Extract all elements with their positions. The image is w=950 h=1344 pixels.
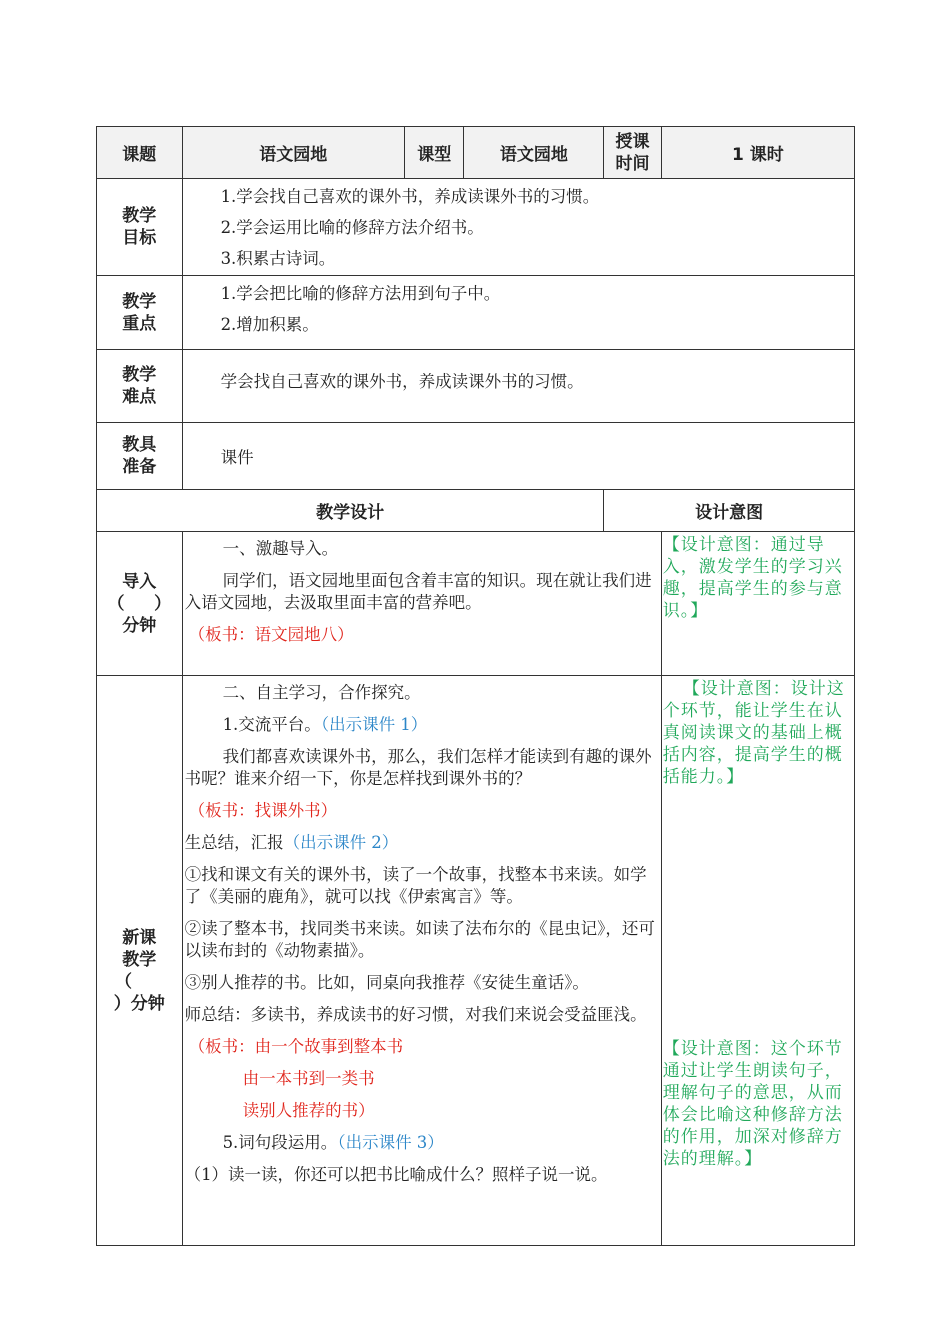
method-item-1: ①找和课文有关的课外书，读了一个故事，找整本书来读。如学了《美丽的鹿角》，就可以找《伊索寓言》等。 (184, 865, 647, 906)
lesson-plan-table (96, 126, 855, 1246)
time-label: 授课时间 (604, 127, 661, 179)
intro-paragraph: 同学们，语文园地里面包含着丰富的知识。现在就让我们进入语文园地，去汲取里面丰富的营养吧。 (184, 571, 652, 612)
summary-ppt: （出示课件 2） (283, 833, 399, 852)
new-lesson-label-line: 教学 (122, 949, 157, 970)
board-note-2-line-1: （板书：由一个故事到整本书 (188, 1037, 404, 1056)
new-lesson-content (182, 676, 661, 1246)
teacher-summary: 师总结：多读书，养成读书的好习惯，对我们来说会受益匪浅。 (184, 1005, 647, 1024)
new-lesson-intent-cell (661, 676, 854, 1246)
difficulty-row (97, 350, 855, 423)
tools-text: 课件 (182, 423, 854, 490)
topic-label: 课题 (97, 127, 183, 179)
step-1-paragraph: 我们都喜欢读课外书，那么，我们怎样才能读到有趣的课外书呢？谁来介绍一下，你是怎样找到课外书的？ (184, 747, 652, 788)
intro-intent: 【设计意图：通过导入，激发学生的学习兴趣，提高学生的参与意识。】 (661, 532, 854, 676)
design-header-right: 设计意图 (604, 490, 855, 532)
method-item-3: ③别人推荐的书。比如，同桌向我推荐《安徒生童话》。 (184, 973, 589, 992)
intro-content (182, 532, 661, 676)
key-points-row (97, 276, 855, 350)
topic-value: 语文园地 (182, 127, 404, 179)
type-value: 语文园地 (464, 127, 604, 179)
new-lesson-label (97, 676, 183, 1246)
key-point-item: 2.增加积累。 (220, 315, 319, 334)
summary-line (185, 832, 659, 854)
step-5-text: 5.词句段运用。 (222, 1133, 338, 1152)
intent-1: 【设计意图：设计这个环节，能让学生在认真阅读课文的基础上概括内容，提高学生的概括能力。】 (662, 679, 845, 787)
design-header-row (97, 490, 855, 532)
intro-label-line: （ ） (107, 593, 172, 614)
intro-board-note: （板书：语文园地八） (188, 625, 354, 644)
step-5-ppt: （出示课件 3） (337, 1133, 444, 1152)
goals-label: 教学目标 (97, 179, 183, 276)
intro-label-line: 导入 (122, 571, 157, 592)
step-1-text: 1.交流平台。 (222, 715, 321, 734)
board-note-2-line-3: 读别人推荐的书） (242, 1101, 375, 1120)
goal-item: 1.学会找自己喜欢的课外书，养成读课外书的习惯。 (220, 187, 600, 206)
step-5 (185, 1132, 659, 1154)
board-note-1: （板书：找课外书） (188, 801, 338, 820)
intro-label-line: 分钟 (122, 615, 157, 636)
difficulty-label: 教学难点 (97, 350, 183, 423)
tools-row (97, 423, 855, 490)
step-1-ppt: （出示课件 1） (320, 715, 428, 734)
type-label: 课型 (405, 127, 464, 179)
question-1: （1）读一读，你还可以把书比喻成什么？照样子说一说。 (184, 1165, 608, 1184)
intent-2: 【设计意图：这个环节通过让学生朗读句子，理解句子的意思，从而体会比喻这种修辞方法的作用，加深对修辞方法的理解。】 (662, 1039, 843, 1169)
new-lesson-label-line: 新课 (122, 927, 157, 948)
intro-row (97, 532, 855, 676)
method-item-2: ②读了整本书，找同类书来读。如读了法布尔的《昆虫记》，还可以读布封的《动物素描》。 (184, 919, 655, 960)
header-row (97, 127, 855, 179)
step-1 (185, 714, 659, 736)
board-note-2-line-2: 由一本书到一类书 (242, 1069, 375, 1088)
difficulty-text: 学会找自己喜欢的课外书，养成读课外书的习惯。 (182, 350, 854, 423)
goal-item: 2.学会运用比喻的修辞方法介绍书。 (220, 218, 484, 237)
intro-label (97, 532, 183, 676)
section-heading: 二、自主学习，合作探究。 (222, 683, 421, 702)
tools-label: 教具准备 (97, 423, 183, 490)
key-points-label: 教学重点 (97, 276, 183, 350)
hours-value: 1 课时 (661, 127, 854, 179)
new-lesson-label-line: （ (115, 971, 132, 992)
summary-text: 生总结，汇报 (184, 833, 284, 852)
key-point-item: 1.学会把比喻的修辞方法用到句子中。 (220, 284, 501, 303)
goals-row (97, 179, 855, 276)
design-header-left: 教学设计 (97, 490, 604, 532)
intro-heading: 一、激趣导入。 (222, 539, 339, 558)
new-lesson-row (97, 676, 855, 1246)
new-lesson-label-line: ）分钟 (113, 993, 165, 1014)
goal-item: 3.积累古诗词。 (220, 249, 336, 268)
lesson-plan-document (96, 126, 855, 1246)
